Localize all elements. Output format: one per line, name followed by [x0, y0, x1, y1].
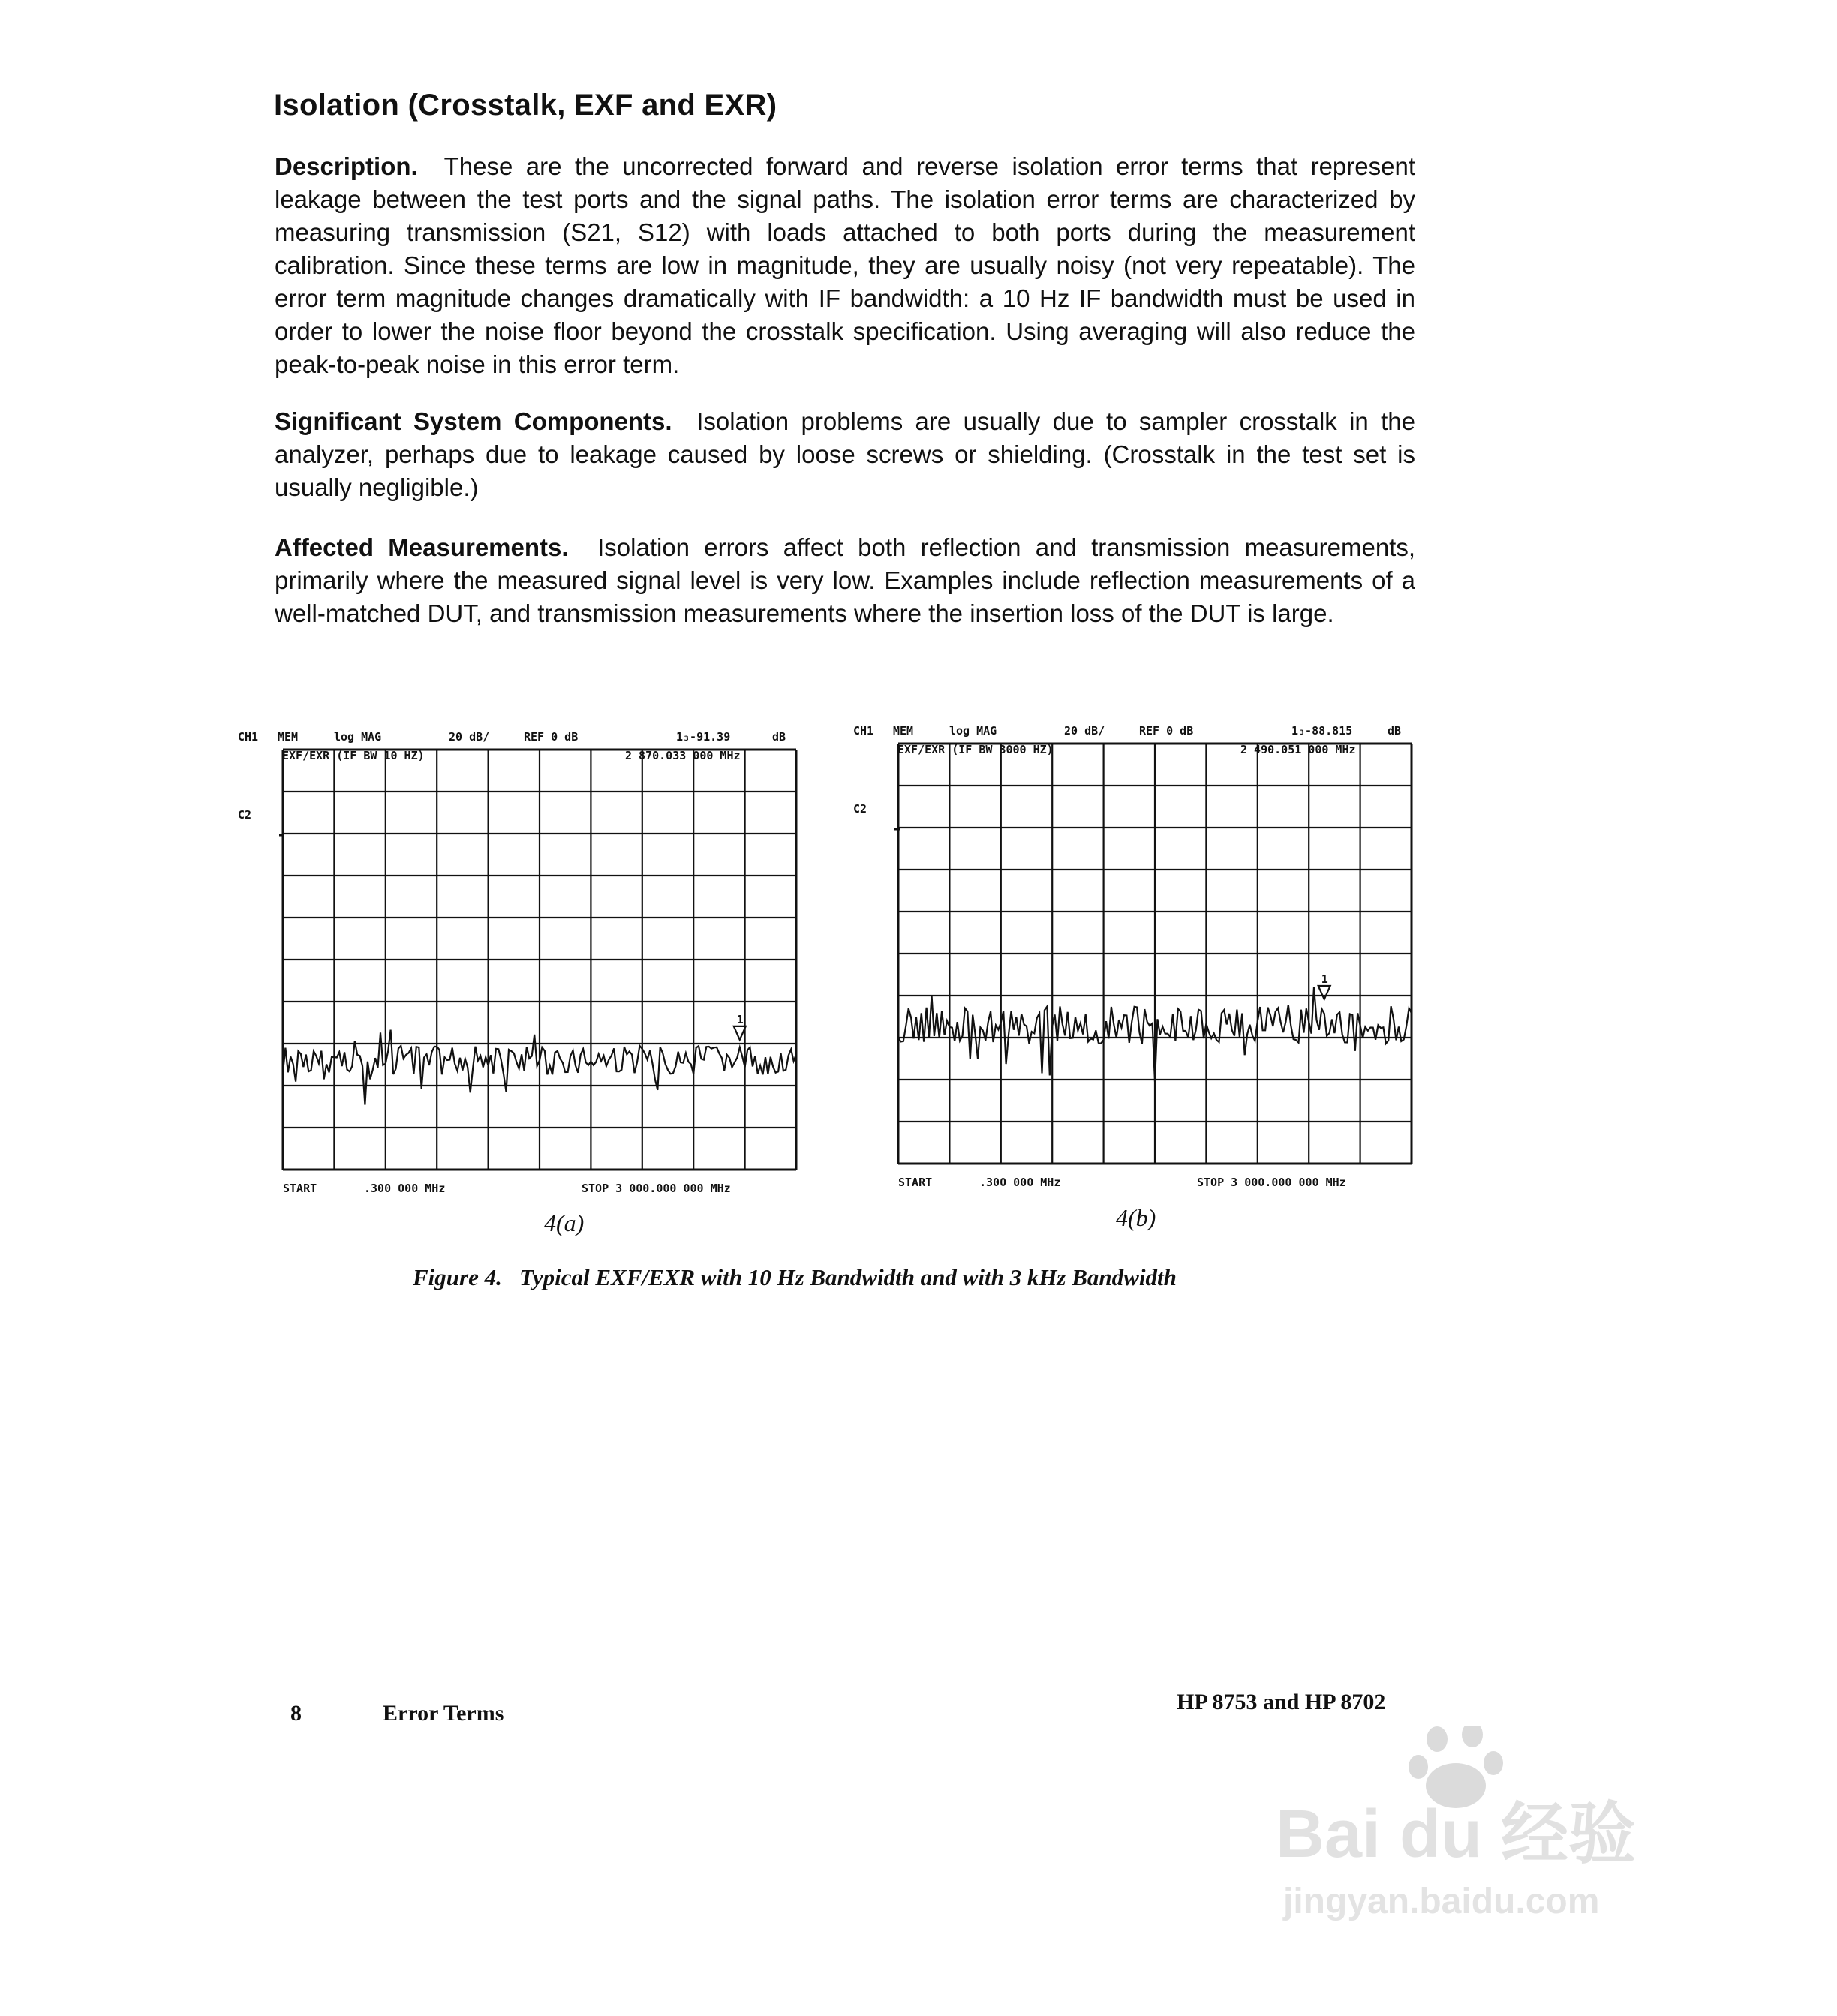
plot-4b-stop-label: STOP 3 000.000 000 MHz — [1197, 1176, 1346, 1189]
watermark-url: jingyan.baidu.com — [1283, 1882, 1600, 1921]
plot-4a-side-label: C2 — [238, 808, 252, 822]
plot-4b-unit: dB — [1388, 724, 1402, 738]
marker-triangle — [734, 1026, 746, 1040]
plot-4b-marker-value: 1₃-88.815 — [1291, 724, 1353, 738]
marker-number: 1 — [1321, 972, 1328, 986]
affected-label: Affected Measurements. — [275, 533, 569, 561]
components-paragraph — [275, 405, 1415, 504]
plot-4b-svg — [852, 711, 1422, 1191]
plot-4a-stop-label: STOP 3 000.000 000 MHz — [582, 1182, 731, 1195]
marker-triangle — [1318, 986, 1330, 999]
footer-page-number: 8 — [290, 1701, 302, 1726]
plot-4a-scale: 20 dB/ — [449, 730, 490, 744]
plot-4a-mem: MEM — [278, 730, 299, 744]
plot-4b-ch: CH1 — [853, 724, 874, 738]
plot-4a-marker-readout: 2 870.033 000 MHz — [625, 749, 741, 762]
description-text: These are the uncorrected forward and reverse isolation error terms that represent leakage between the test ports and the signal paths. The isolation error terms are characterized by measuring transmission (S21, S12) with loads attached to both ports during the measurement calibration. Since these terms are low in magnitude, they are usually noisy (not very repeatable). The error term magnitude changes dramatically with IF bandwidth: a 10 Hz IF bandwidth must be used in order to lower the noise floor beyond the crosstalk specification. Using averaging will also reduce the peak-to-peak noise in this error term. — [275, 152, 1416, 378]
description-paragraph — [275, 150, 1415, 381]
affected-text: Isolation errors affect both reflection and transmission measurements, primarily where the measured signal level is very low. Examples include reflection measurements of a well-matched DUT, and transmission measurements where the insertion loss of the DUT is large. — [275, 533, 1416, 627]
plot-4b-format: log MAG — [949, 724, 997, 738]
plot-4a-start-value: .300 000 MHz — [364, 1182, 446, 1195]
baidu-watermark — [1276, 1726, 1696, 1951]
description-label: Description. — [275, 152, 418, 180]
plot-4a-marker-value: 1₃-91.39 — [676, 730, 731, 744]
baidu-paw-logo — [1276, 1726, 1696, 1951]
plot-4b-start-value: .300 000 MHz — [979, 1176, 1061, 1189]
plot-4b-ref: REF 0 dB — [1139, 724, 1194, 738]
plot-4b-caption: 4(b) — [1116, 1204, 1156, 1231]
plot-4a-marker — [734, 1013, 746, 1040]
plot-4a-caption: 4(a) — [544, 1209, 585, 1236]
plot-4b-grid — [894, 744, 1412, 1164]
figure-caption: Figure 4. Typical EXF/EXR with 10 Hz Bandwidth and with 3 kHz Bandwidth — [413, 1264, 1177, 1290]
footer-section: Error Terms — [383, 1701, 504, 1726]
plot-4a-svg — [236, 717, 807, 1197]
plot-4b-side-label: C2 — [853, 802, 867, 816]
affected-paragraph — [275, 531, 1415, 630]
plot-4a-unit: dB — [772, 730, 786, 744]
plot-4a-ref: REF 0 dB — [524, 730, 579, 744]
plot-4b-start-label: START — [898, 1176, 933, 1189]
plot-4b-marker-readout: 2 490.051 000 MHz — [1240, 743, 1356, 756]
footer-product: HP 8753 and HP 8702 — [1177, 1690, 1386, 1714]
plot-4a-format: log MAG — [334, 730, 382, 744]
plot-4a — [236, 717, 807, 1197]
plot-4b-box-label: EXF/EXR (IF BW 3000 HZ) — [897, 743, 1054, 756]
plot-4b-mem: MEM — [893, 724, 914, 738]
components-text: Isolation problems are usually due to sampler crosstalk in the analyzer, perhaps due to leakage caused by loose screws or shielding. (Crosstalk in the test set is usually negligible.) — [275, 407, 1415, 501]
watermark-logo-text: Bai du 经验 — [1276, 1797, 1637, 1872]
marker-number: 1 — [736, 1012, 744, 1026]
plot-4a-start-label: START — [283, 1182, 317, 1195]
components-label: Significant System Components. — [275, 407, 672, 435]
plot-4a-box-label: EXF/EXR (IF BW 10 HZ) — [282, 749, 425, 762]
plot-4b-scale: 20 dB/ — [1064, 724, 1105, 738]
plot-4a-ch: CH1 — [238, 730, 259, 744]
page-title: Isolation (Crosstalk, EXF and EXR) — [274, 89, 777, 122]
plot-4b — [852, 711, 1422, 1191]
plot-4a-grid — [279, 750, 796, 1170]
